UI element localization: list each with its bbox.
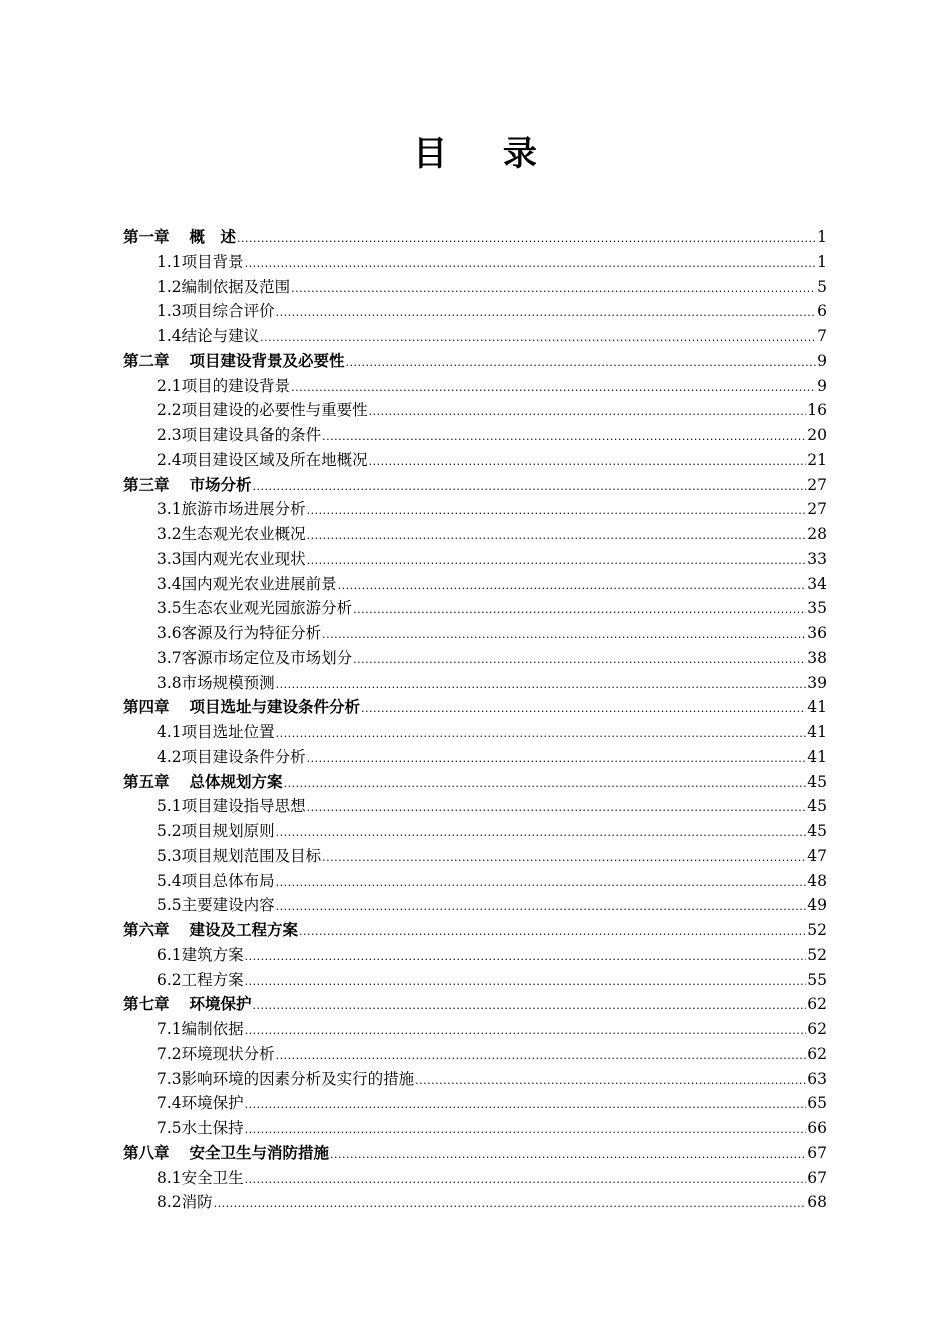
toc-dot-leader <box>237 227 816 252</box>
toc-entry-label <box>157 646 352 671</box>
toc-dot-leader <box>291 277 816 302</box>
toc-entry-label <box>157 398 368 423</box>
toc-page-number: 39 <box>807 673 827 692</box>
toc-section-entry[interactable] <box>123 324 827 349</box>
toc-page-number: 7 <box>817 327 827 345</box>
toc-chapter-entry[interactable] <box>123 992 827 1017</box>
toc-dot-leader <box>291 376 816 401</box>
toc-entry-text: 环境保护 <box>181 1094 244 1113</box>
toc-entry-number: 6.1 <box>157 945 182 964</box>
toc-entry-label <box>157 1166 244 1191</box>
toc-page-number: 34 <box>807 574 827 593</box>
toc-entry-label <box>157 275 290 300</box>
toc-dot-leader <box>369 400 807 425</box>
toc-entry-text: 国内观光农业进展前景 <box>181 574 337 593</box>
toc-entry-text: 水土保持 <box>181 1119 244 1137</box>
toc-entry-label <box>157 423 321 448</box>
toc-page-number: 33 <box>807 549 827 568</box>
toc-section-entry[interactable] <box>123 794 827 819</box>
toc-entry-text: 项目建设区域及所在地概况 <box>181 450 368 469</box>
toc-entry-text: 市场规模预测 <box>181 673 275 692</box>
toc-entry-label <box>157 621 321 646</box>
toc-page-number: 6 <box>817 302 827 321</box>
toc-entry-label <box>123 349 345 374</box>
toc-entry-label <box>157 893 275 918</box>
toc-entry-text: 总体规划方案 <box>189 772 283 791</box>
toc-entry-number: 3.6 <box>157 624 182 642</box>
toc-entry-number: 第一章 <box>123 228 170 246</box>
toc-section-entry[interactable] <box>123 522 827 547</box>
toc-entry-number: 5.5 <box>157 896 182 915</box>
toc-section-entry[interactable] <box>123 621 827 646</box>
toc-page-number: 21 <box>807 450 827 469</box>
toc-entry-label <box>123 1141 329 1166</box>
toc-page-number: 1 <box>817 252 827 271</box>
toc-entry-number: 3.4 <box>157 574 182 593</box>
toc-entry-label <box>157 324 259 349</box>
toc-page-number: 52 <box>807 921 827 939</box>
toc-page-number: 27 <box>807 475 827 494</box>
toc-entry-text: 建筑方案 <box>181 945 244 964</box>
toc-section-entry[interactable] <box>123 547 827 572</box>
toc-entry-label <box>157 869 275 894</box>
toc-entry-number: 第四章 <box>123 698 170 717</box>
toc-entry-number: 7.4 <box>157 1094 182 1113</box>
toc-page-number: 27 <box>807 500 827 519</box>
toc-entry-label <box>123 770 283 795</box>
toc-entry-text: 建设及工程方案 <box>189 921 299 939</box>
toc-entry-text: 影响环境的因素分析及实行的措施 <box>181 1069 415 1088</box>
toc-entry-number: 第二章 <box>123 351 170 370</box>
toc-entry-text: 结论与建议 <box>181 327 260 345</box>
toc-entry-label <box>123 473 252 498</box>
toc-entry-text: 安全卫生与消防措施 <box>189 1143 330 1162</box>
toc-entry-number: 1.3 <box>157 302 182 321</box>
toc-entry-number: 7.1 <box>157 1020 182 1038</box>
toc-entry-text: 项目综合评价 <box>181 302 275 321</box>
toc-page-number: 16 <box>807 401 827 420</box>
toc-page-number: 20 <box>807 426 827 444</box>
toc-entry-text: 消防 <box>181 1193 213 1212</box>
toc-entry-number: 8.2 <box>157 1193 182 1212</box>
toc-dot-leader <box>307 524 807 549</box>
toc-entry-number: 第五章 <box>123 772 170 791</box>
toc-page-number: 67 <box>807 1168 827 1187</box>
toc-section-entry[interactable] <box>123 720 827 745</box>
toc-section-entry[interactable] <box>123 1042 827 1067</box>
toc-entry-number: 2.2 <box>157 401 182 420</box>
toc-dot-leader <box>346 351 817 376</box>
toc-entry-label <box>157 448 368 473</box>
toc-chapter-entry[interactable] <box>123 695 827 720</box>
toc-entry-text: 项目建设具备的条件 <box>181 426 322 444</box>
toc-dot-leader <box>245 1118 807 1143</box>
toc-dot-leader <box>245 1168 807 1193</box>
toc-entry-number: 3.7 <box>157 648 182 667</box>
toc-section-entry[interactable] <box>123 448 827 473</box>
toc-entry-label <box>157 497 306 522</box>
toc-dot-leader <box>245 1019 807 1044</box>
toc-page-number: 1 <box>817 228 827 246</box>
toc-entry-text: 项目的建设背景 <box>181 376 291 395</box>
toc-entry-label <box>157 596 352 621</box>
toc-page-number: 63 <box>807 1069 827 1088</box>
toc-page-number: 9 <box>817 376 827 395</box>
toc-dot-leader <box>245 970 807 995</box>
toc-entry-label <box>157 745 306 770</box>
toc-entry-text: 环境现状分析 <box>181 1044 275 1063</box>
toc-dot-leader <box>353 648 806 673</box>
toc-chapter-entry[interactable] <box>123 473 827 498</box>
toc-entry-label <box>123 695 360 720</box>
toc-dot-leader <box>276 673 807 698</box>
toc-dot-leader <box>330 1143 806 1168</box>
toc-entry-number: 第七章 <box>123 995 170 1014</box>
toc-dot-leader <box>307 796 807 821</box>
toc-dot-leader <box>322 846 806 871</box>
toc-page-number: 62 <box>807 1044 827 1063</box>
toc-chapter-entry[interactable] <box>123 918 827 943</box>
toc-section-entry[interactable] <box>123 1166 827 1191</box>
toc-entry-text: 生态观光农业概况 <box>181 525 306 543</box>
table-of-contents <box>123 225 827 1215</box>
toc-entry-label <box>157 250 244 275</box>
toc-entry-number: 3.5 <box>157 599 182 618</box>
toc-entry-number: 4.2 <box>157 747 182 766</box>
toc-entry-label <box>157 1091 244 1116</box>
toc-entry-number: 3.1 <box>157 500 182 519</box>
toc-entry-text: 编制依据 <box>181 1020 244 1038</box>
toc-section-entry[interactable] <box>123 869 827 894</box>
toc-dot-leader <box>369 450 807 475</box>
toc-entry-text: 项目建设条件分析 <box>181 747 306 766</box>
toc-dot-leader <box>253 475 807 500</box>
toc-entry-number: 2.4 <box>157 450 182 469</box>
toc-entry-label <box>157 794 306 819</box>
toc-page-number: 66 <box>807 1119 827 1137</box>
toc-entry-label <box>157 299 275 324</box>
toc-page-number: 41 <box>807 698 827 717</box>
toc-entry-label <box>157 547 306 572</box>
toc-entry-text: 项目背景 <box>181 252 244 271</box>
toc-entry-number: 2.1 <box>157 376 182 395</box>
toc-entry-label <box>157 943 244 968</box>
toc-page-number: 45 <box>807 797 827 816</box>
toc-dot-leader <box>338 574 807 599</box>
toc-dot-leader <box>245 1093 807 1118</box>
toc-section-entry[interactable] <box>123 646 827 671</box>
toc-entry-text: 项目选址与建设条件分析 <box>189 698 361 717</box>
toc-section-entry[interactable] <box>123 893 827 918</box>
toc-entry-number: 7.3 <box>157 1069 182 1088</box>
toc-section-entry[interactable] <box>123 572 827 597</box>
toc-page-number: 47 <box>807 846 827 865</box>
toc-entry-number: 5.4 <box>157 871 182 890</box>
toc-section-entry[interactable] <box>123 1091 827 1116</box>
toc-section-entry[interactable] <box>123 374 827 399</box>
toc-entry-text: 项目选址位置 <box>181 723 275 741</box>
toc-section-entry[interactable] <box>123 275 827 300</box>
toc-entry-label <box>157 844 321 869</box>
toc-entry-text: 编制依据及范围 <box>181 277 291 296</box>
toc-dot-leader <box>276 301 816 326</box>
toc-dot-leader <box>245 945 807 970</box>
toc-entry-label <box>157 968 244 993</box>
toc-page-number: 62 <box>807 1020 827 1038</box>
toc-dot-leader <box>276 895 807 920</box>
toc-entry-text: 项目建设背景及必要性 <box>189 351 345 370</box>
toc-entry-label <box>157 1190 213 1215</box>
toc-chapter-entry[interactable] <box>123 225 827 250</box>
toc-entry-number: 2.3 <box>157 426 182 444</box>
toc-section-entry[interactable] <box>123 819 827 844</box>
toc-entry-text: 国内观光农业现状 <box>181 549 306 568</box>
toc-entry-text: 安全卫生 <box>181 1168 244 1187</box>
toc-page-number: 55 <box>807 970 827 989</box>
toc-entry-number: 5.2 <box>157 822 182 840</box>
toc-chapter-entry[interactable] <box>123 770 827 795</box>
toc-page-number: 48 <box>807 871 827 890</box>
toc-dot-leader <box>260 326 816 351</box>
toc-page-number: 38 <box>807 648 827 667</box>
toc-entry-label <box>157 819 275 844</box>
toc-entry-text: 环境保护 <box>189 995 252 1014</box>
toc-section-entry[interactable] <box>123 844 827 869</box>
toc-entry-number: 3.8 <box>157 673 182 692</box>
toc-section-entry[interactable] <box>123 1116 827 1141</box>
toc-entry-text: 概 述 <box>189 228 237 246</box>
toc-page-number: 41 <box>807 747 827 766</box>
toc-dot-leader <box>253 994 807 1019</box>
toc-dot-leader <box>307 499 807 524</box>
toc-title: 目 录 <box>413 134 559 174</box>
toc-entry-number: 第三章 <box>123 475 170 494</box>
toc-section-entry[interactable] <box>123 250 827 275</box>
toc-entry-number: 4.1 <box>157 723 182 741</box>
toc-page-number: 65 <box>807 1094 827 1113</box>
toc-section-entry[interactable] <box>123 1190 827 1215</box>
toc-page-number: 36 <box>807 624 827 642</box>
toc-entry-label <box>157 671 275 696</box>
toc-entry-text: 项目建设的必要性与重要性 <box>181 401 368 420</box>
toc-page-number: 62 <box>807 995 827 1014</box>
toc-dot-leader <box>276 871 807 896</box>
toc-entry-text: 项目规划范围及目标 <box>181 846 322 865</box>
toc-entry-number: 第六章 <box>123 921 170 939</box>
toc-section-entry[interactable] <box>123 671 827 696</box>
toc-entry-number: 3.2 <box>157 525 182 543</box>
toc-section-entry[interactable] <box>123 299 827 324</box>
toc-section-entry[interactable] <box>123 423 827 448</box>
toc-entry-number: 7.2 <box>157 1044 182 1063</box>
toc-page-number: 67 <box>807 1143 827 1162</box>
toc-dot-leader <box>353 598 806 623</box>
toc-section-entry[interactable] <box>123 398 827 423</box>
toc-dot-leader <box>361 697 806 722</box>
toc-dot-leader <box>415 1069 806 1094</box>
toc-dot-leader <box>276 722 807 747</box>
toc-dot-leader <box>276 821 807 846</box>
toc-dot-leader <box>299 920 806 945</box>
toc-entry-label <box>157 522 306 547</box>
toc-entry-number: 5.1 <box>157 797 182 816</box>
toc-entry-label <box>123 918 298 943</box>
toc-entry-text: 工程方案 <box>181 970 244 989</box>
toc-entry-text: 项目总体布局 <box>181 871 275 890</box>
toc-chapter-entry[interactable] <box>123 1141 827 1166</box>
toc-dot-leader <box>284 772 807 797</box>
toc-entry-label <box>123 225 236 250</box>
toc-section-entry[interactable] <box>123 1067 827 1092</box>
toc-entry-number: 5.3 <box>157 846 182 865</box>
toc-entry-text: 主要建设内容 <box>181 896 275 915</box>
toc-entry-number: 1.4 <box>157 327 182 345</box>
toc-entry-text: 客源及行为特征分析 <box>181 624 322 642</box>
toc-entry-label <box>123 992 252 1017</box>
toc-entry-label <box>157 1067 414 1092</box>
toc-entry-text: 旅游市场进展分析 <box>181 500 306 519</box>
toc-entry-text: 市场分析 <box>189 475 252 494</box>
toc-section-entry[interactable] <box>123 497 827 522</box>
toc-entry-text: 客源市场定位及市场划分 <box>181 648 353 667</box>
toc-entry-number: 6.2 <box>157 970 182 989</box>
toc-entry-number: 3.3 <box>157 549 182 568</box>
toc-entry-number: 1.2 <box>157 277 182 296</box>
toc-entry-label <box>157 1017 244 1042</box>
toc-dot-leader <box>322 425 806 450</box>
toc-page-number: 68 <box>807 1193 827 1212</box>
toc-entry-label <box>157 1042 275 1067</box>
toc-dot-leader <box>214 1192 807 1217</box>
toc-page-number: 35 <box>807 599 827 618</box>
toc-section-entry[interactable] <box>123 968 827 993</box>
toc-entry-number: 8.1 <box>157 1168 182 1187</box>
toc-section-entry[interactable] <box>123 596 827 621</box>
toc-dot-leader <box>307 549 807 574</box>
toc-dot-leader <box>307 747 807 772</box>
toc-entry-label <box>157 374 290 399</box>
toc-dot-leader <box>322 623 806 648</box>
toc-page-number: 41 <box>807 723 827 741</box>
toc-entry-label <box>157 720 275 745</box>
toc-entry-number: 第八章 <box>123 1143 170 1162</box>
toc-dot-leader <box>245 252 816 277</box>
toc-section-entry[interactable] <box>123 1017 827 1042</box>
toc-page-number: 5 <box>817 277 827 296</box>
toc-entry-text: 生态农业观光园旅游分析 <box>181 599 353 618</box>
toc-page-number: 45 <box>807 772 827 791</box>
toc-entry-number: 7.5 <box>157 1119 182 1137</box>
toc-entry-text: 项目建设指导思想 <box>181 797 306 816</box>
toc-entry-text: 项目规划原则 <box>181 822 275 840</box>
toc-section-entry[interactable] <box>123 745 827 770</box>
toc-section-entry[interactable] <box>123 943 827 968</box>
toc-entry-label <box>157 1116 244 1141</box>
toc-entry-label <box>157 572 337 597</box>
toc-page-number: 49 <box>807 896 827 915</box>
toc-entry-number: 1.1 <box>157 252 182 271</box>
toc-page-number: 28 <box>807 525 827 543</box>
toc-page-number: 9 <box>817 351 827 370</box>
toc-dot-leader <box>276 1044 807 1069</box>
toc-page-number: 45 <box>807 822 827 840</box>
toc-page-number: 52 <box>807 945 827 964</box>
toc-chapter-entry[interactable] <box>123 349 827 374</box>
